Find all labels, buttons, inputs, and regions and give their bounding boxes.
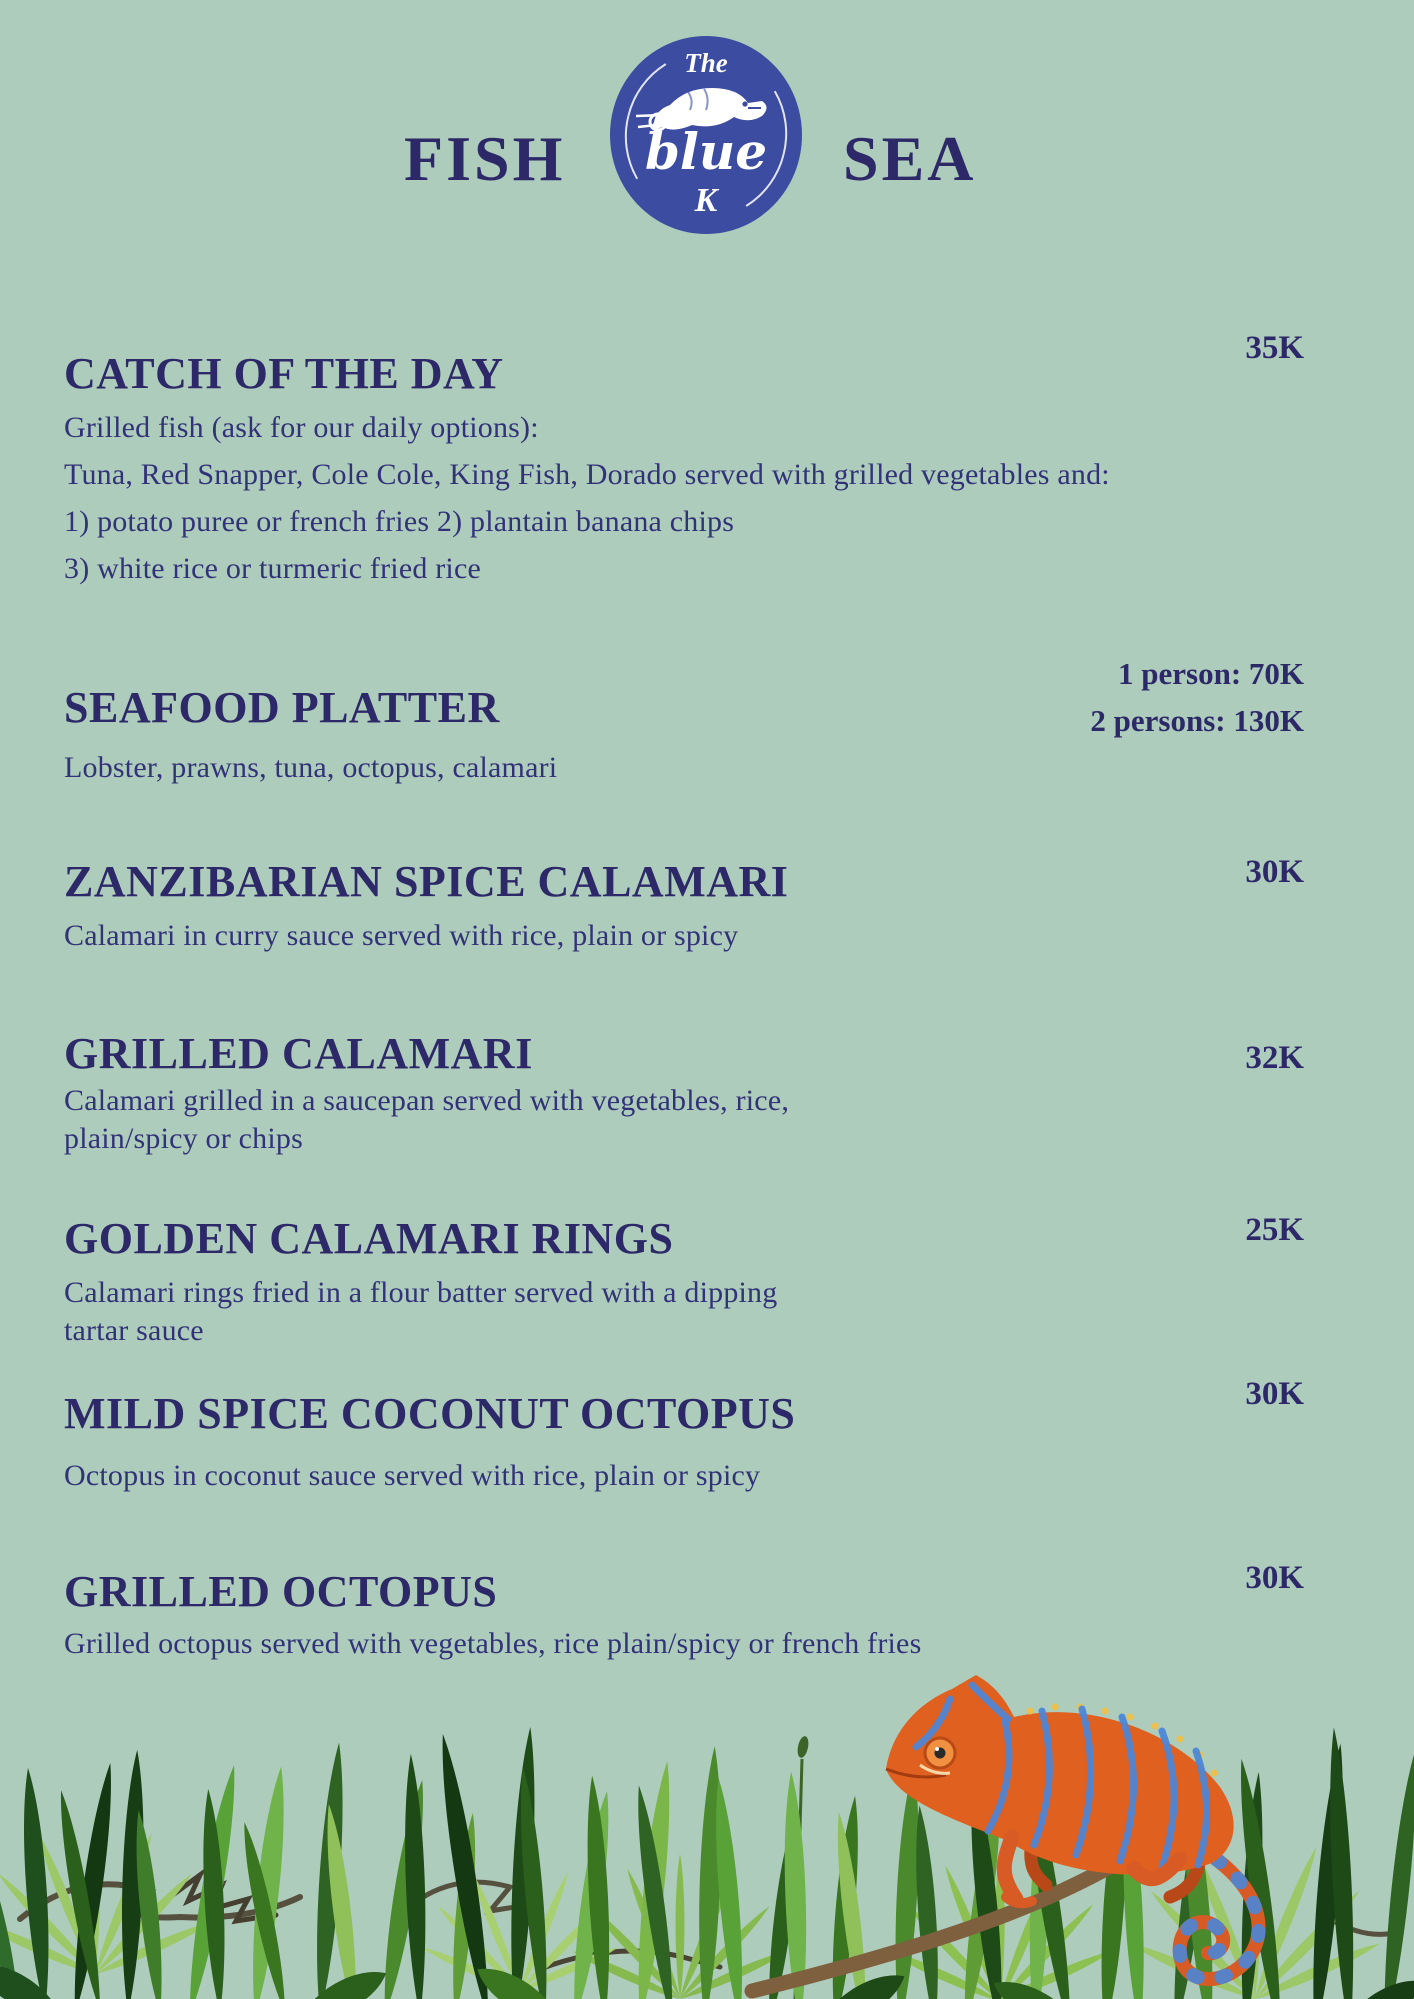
- sea-title: SEA: [843, 123, 977, 194]
- item-name-catch-of-the-day: CATCH OF THE DAY: [64, 349, 504, 398]
- blue-k-logo: [610, 36, 802, 234]
- item-name-golden-calamari-rings: GOLDEN CALAMARI RINGS: [64, 1214, 674, 1263]
- item-name-seafood-platter: SEAFOOD PLATTER: [64, 683, 500, 732]
- item-price: 25K: [1245, 1212, 1304, 1248]
- item-name-grilled-octopus: GRILLED OCTOPUS: [64, 1567, 498, 1616]
- item-name-grilled-calamari: GRILLED CALAMARI: [64, 1029, 533, 1078]
- description-line: Calamari grilled in a saucepan served with vegetables, rice,: [64, 1084, 790, 1117]
- item-price-stack: [1090, 650, 1304, 744]
- logo-blue-text: blue: [644, 122, 768, 181]
- item-description: [64, 404, 1110, 592]
- description-line: Grilled octopus served with vegetables, rice plain/spicy or french fries: [64, 1627, 922, 1660]
- jungle-leaves-decoration: [0, 1669, 1414, 1999]
- description-line: 3) white rice or turmeric fried rice: [64, 552, 481, 585]
- description-line: Calamari in curry sauce served with rice, plain or spicy: [64, 919, 739, 952]
- item-price: 30K: [1245, 1560, 1304, 1596]
- item-description: [64, 1082, 789, 1158]
- item-description: [64, 1620, 921, 1667]
- item-description: [64, 912, 738, 959]
- price-line: 2 persons: 130K: [1090, 703, 1304, 738]
- description-line: tartar sauce: [64, 1314, 204, 1347]
- price-line: 1 person: 70K: [1118, 656, 1304, 691]
- item-price: 35K: [1245, 330, 1304, 366]
- description-line: Tuna, Red Snapper, Cole Cole, King Fish, Dorado served with grilled vegetables and:: [64, 458, 1110, 491]
- item-description: [64, 1274, 777, 1350]
- item-name-zanzibarian-spice-calamari: ZANZIBARIAN SPICE CALAMARI: [64, 857, 789, 906]
- description-line: Calamari rings fried in a flour batter served with a dipping: [64, 1276, 778, 1309]
- fish-title: FISH: [404, 123, 566, 194]
- item-description: [64, 1452, 760, 1499]
- logo-the-text: The: [684, 48, 728, 78]
- item-description: [64, 744, 557, 791]
- description-line: plain/spicy or chips: [64, 1122, 303, 1155]
- description-line: Lobster, prawns, tuna, octopus, calamari: [64, 751, 558, 784]
- description-line: Octopus in coconut sauce served with rice, plain or spicy: [64, 1459, 761, 1492]
- description-line: 1) potato puree or french fries 2) plantain banana chips: [64, 505, 735, 538]
- logo-k-text: K: [694, 182, 718, 219]
- item-price: 32K: [1245, 1040, 1304, 1076]
- item-price: 30K: [1245, 1376, 1304, 1412]
- item-name-mild-spice-coconut-octopus: MILD SPICE COCONUT OCTOPUS: [64, 1389, 796, 1438]
- chameleon-illustration: [752, 1675, 1259, 1991]
- description-line: Grilled fish (ask for our daily options):: [64, 411, 539, 444]
- item-price: 30K: [1245, 854, 1304, 890]
